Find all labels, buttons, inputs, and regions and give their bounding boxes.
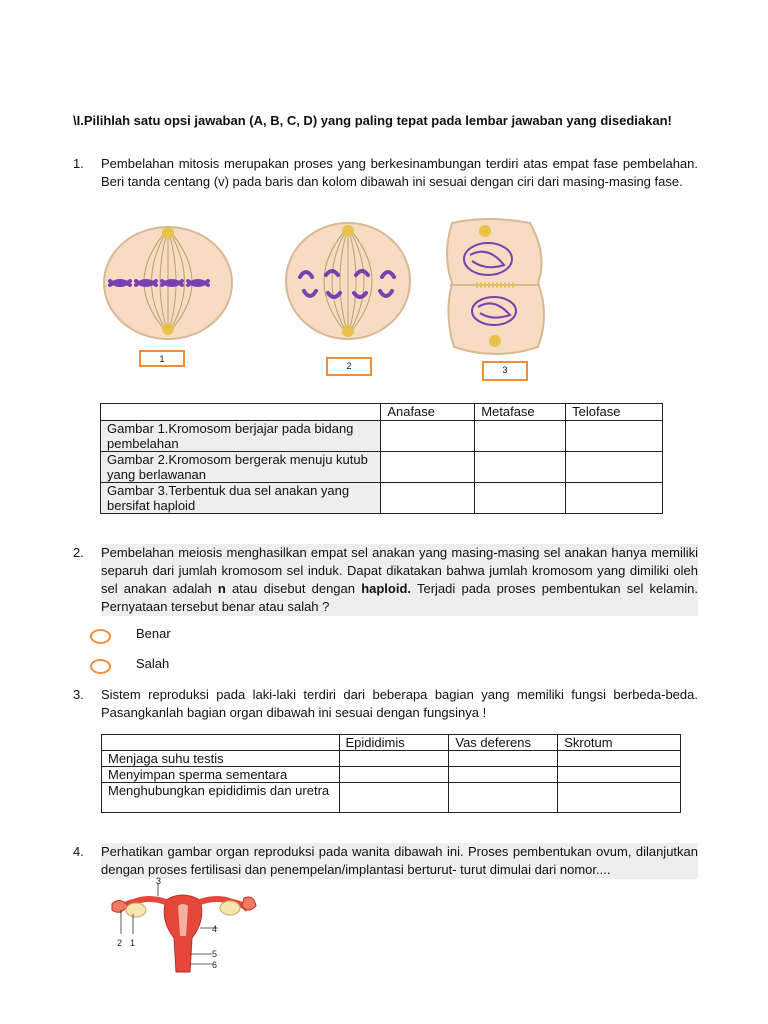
table-row <box>101 483 663 514</box>
question-3-number: 3. <box>73 687 84 702</box>
answer-cell[interactable] <box>381 421 475 452</box>
question-2-number: 2. <box>73 545 84 560</box>
answer-cell[interactable] <box>558 767 681 783</box>
table-header-row <box>102 735 681 751</box>
mitosis-answer-table <box>100 403 663 514</box>
table-row <box>102 783 681 813</box>
row-description: Menyimpan sperma sementara <box>102 767 340 783</box>
table-row <box>102 767 681 783</box>
answer-cell[interactable] <box>558 751 681 767</box>
header-cell-epididimis: Epididimis <box>339 735 449 751</box>
cell-3-telophase <box>447 219 544 354</box>
header-cell-vas-deferens: Vas deferens <box>449 735 558 751</box>
organ-label-4: 4 <box>212 924 218 934</box>
header-cell-empty <box>101 404 381 421</box>
radio-salah[interactable] <box>90 659 111 674</box>
answer-cell[interactable] <box>339 751 449 767</box>
header-cell-metafase: Metafase <box>475 404 566 421</box>
answer-cell[interactable] <box>339 783 449 813</box>
question-4-text: Perhatikan gambar organ reproduksi pada wanita dibawah ini. Proses pembentukan ovum, dilanjutkan dengan proses fertilisasi dan penempelan/implantasi berturut- turut dimulai dari nomor.... <box>101 844 698 877</box>
figure-label-3: 3 <box>482 361 528 381</box>
question-2-bold-haploid: haploid. <box>361 581 412 596</box>
female-reproductive-figure <box>108 876 258 980</box>
organ-label-2: 2 <box>117 938 123 948</box>
row-description: Menjaga suhu testis <box>102 751 340 767</box>
figure-label-2: 2 <box>326 357 372 376</box>
answer-cell[interactable] <box>566 452 663 483</box>
organ-label-5: 5 <box>212 949 218 959</box>
cell-2-anaphase <box>286 223 410 339</box>
header-cell-empty <box>102 735 340 751</box>
figure-label-1: 1 <box>139 350 185 367</box>
answer-cell[interactable] <box>566 421 663 452</box>
option-salah-label: Salah <box>136 656 170 671</box>
organ-label-1: 1 <box>130 938 136 948</box>
header-cell-anafase: Anafase <box>381 404 475 421</box>
row-description: Gambar 1.Kromosom berjajar pada bidang pembelahan <box>101 421 381 452</box>
answer-cell[interactable] <box>339 767 449 783</box>
question-2-text-part-3: Terjadi pada proses pembentukan sel kelamin. Pernyataan tersebut benar atau salah ? <box>101 581 698 614</box>
question-2-text-part-1: Pembelahan meiosis menghasilkan empat sel anakan yang masing-masing sel anakan hanya memiliki separuh dari jumlah kromosom sel induk. Dapat dikatakan bahwa jumlah kromosom yang dimiliki oleh sel anakan adalah <box>101 545 698 596</box>
table-row <box>102 751 681 767</box>
question-1-number: 1. <box>73 156 84 171</box>
answer-cell[interactable] <box>381 483 475 514</box>
option-benar-label: Benar <box>136 626 171 641</box>
organ-label-6: 6 <box>212 960 218 970</box>
question-2-text <box>101 544 698 616</box>
radio-benar[interactable] <box>90 629 111 644</box>
male-reproduction-table <box>101 734 681 813</box>
header-cell-skrotum: Skrotum <box>558 735 681 751</box>
section-heading: \I.Pilihlah satu opsi jawaban (A, B, C, D) yang paling tepat pada lembar jawaban yang disediakan! <box>73 113 672 128</box>
answer-cell[interactable] <box>449 751 558 767</box>
table-row <box>101 421 663 452</box>
question-4-number: 4. <box>73 844 84 859</box>
row-description: Gambar 2.Kromosom bergerak menuju kutub yang berlawanan <box>101 452 381 483</box>
question-2-text-part-2: atau disebut dengan <box>225 581 362 596</box>
question-1-text: Pembelahan mitosis merupakan proses yang berkesinambungan terdiri atas empat fase pembelahan. Beri tanda centang (v) pada baris dan kolom dibawah ini sesuai dengan ciri dari masing-masing fase. <box>101 156 698 189</box>
answer-cell[interactable] <box>558 783 681 813</box>
answer-cell[interactable] <box>381 452 475 483</box>
answer-cell[interactable] <box>449 783 558 813</box>
question-2-bold-n: n <box>217 581 226 596</box>
cell-1-metaphase <box>104 227 232 339</box>
table-row <box>101 452 663 483</box>
header-cell-telofase: Telofase <box>566 404 663 421</box>
question-3-text: Sistem reproduksi pada laki-laki terdiri dari beberapa bagian yang memiliki fungsi berbeda-beda. Pasangkanlah bagian organ dibawah ini sesuai dengan fungsinya ! <box>101 687 698 720</box>
answer-cell[interactable] <box>475 421 566 452</box>
row-description: Menghubungkan epididimis dan uretra <box>102 783 340 813</box>
answer-cell[interactable] <box>449 767 558 783</box>
answer-cell[interactable] <box>475 452 566 483</box>
row-description: Gambar 3.Terbentuk dua sel anakan yang bersifat haploid <box>101 483 381 514</box>
table-header-row <box>101 404 663 421</box>
answer-cell[interactable] <box>566 483 663 514</box>
organ-label-3: 3 <box>156 876 162 886</box>
answer-cell[interactable] <box>475 483 566 514</box>
